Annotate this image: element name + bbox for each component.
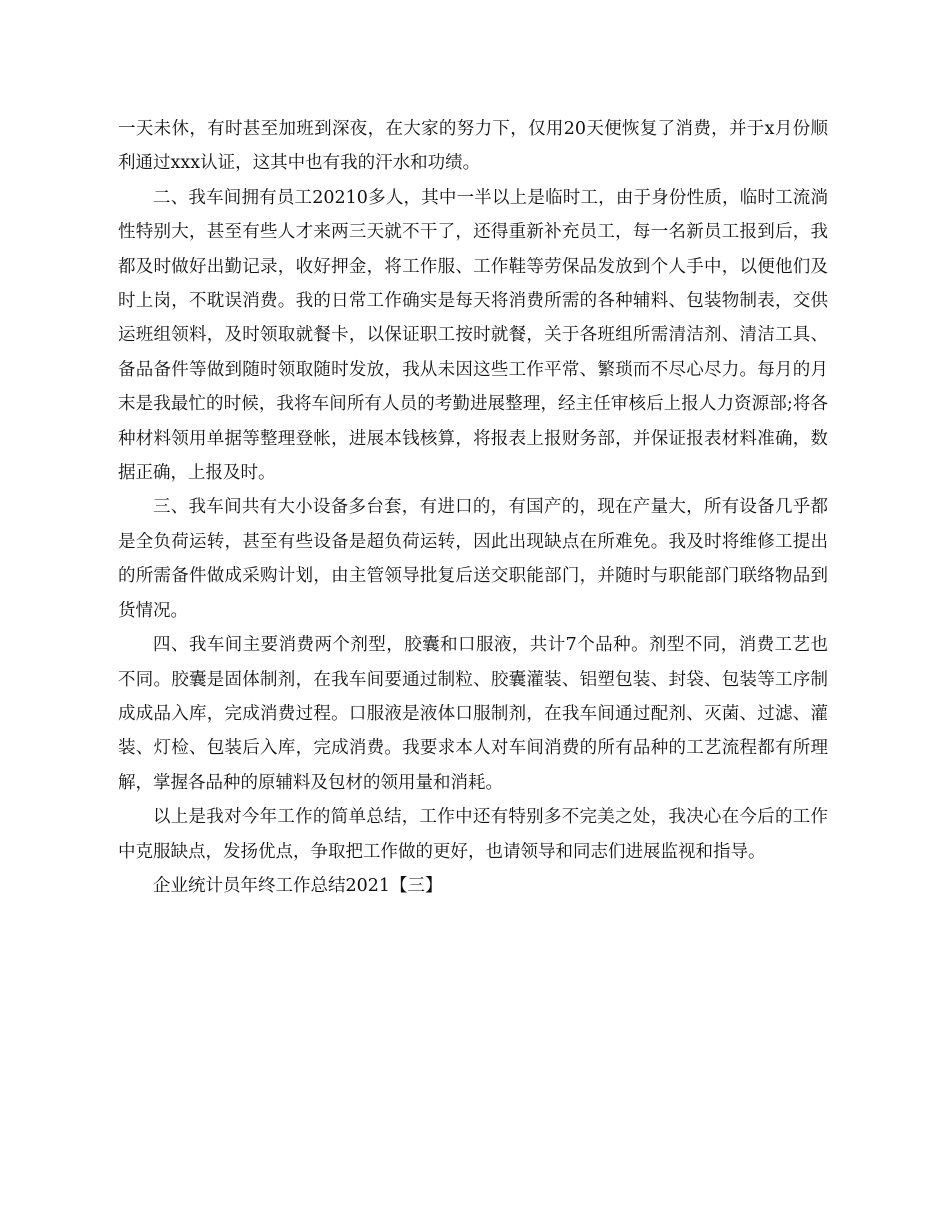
paragraph-products: 四、我车间主要消费两个剂型，胶囊和口服液，共计7个品种。剂型不同，消费工艺也不同。胶囊是固体制剂，在我车间要通过制粒、胶囊灌装、铝塑包装、封袋、包装等工序制成成品入库，完成消费过程。口服液是液体口服制剂，在我车间通过配剂、灭菌、过滤、灌装、灯检、包装后入库，完成消费。我要求本人对车间消费的所有品种的工艺流程都有所理解，掌握各品种的原辅料及包材的领用量和消耗。 — [118, 635, 828, 793]
document-body — [118, 112, 828, 903]
paragraph-staff: 二、我车间拥有员工20210多人，其中一半以上是临时工，由于身份性质，临时工流淌性特别大，甚至有些人才来两三天就不干了，还得重新补充员工，每一名新员工报到后，我都及时做好出勤记录，收好押金，将工作服、工作鞋等劳保品发放到个人手中，以便他们及时上岗，不耽误消费。我的日常工作确实是每天将消费所需的各种辅料、包装物制表，交供运班组领料，及时领取就餐卡，以保证职工按时就餐，关于各班组所需清洁剂、清洁工具、备品备件等做到随时领取随时发放，我从未因这些工作平常、繁琐而不尽心尽力。每月的月末是我最忙的时候，我将车间所有人员的考勤进展整理，经主任审核后上报人力资源部;将各种材料领用单据等整理登帐，进展本钱核算，将报表上报财务部，并保证报表材料准确，数据正确，上报及时。 — [118, 187, 828, 484]
paragraph-conclusion: 以上是我对今年工作的简单总结，工作中还有特别多不完美之处，我决心在今后的工作中克服缺点，发扬优点，争取把工作做的更好，也请领导和同志们进展监视和指导。 — [118, 807, 828, 862]
paragraph-equipment: 三、我车间共有大小设备多台套，有进口的，有国产的，现在产量大，所有设备几乎都是全负荷运转，甚至有些设备是超负荷运转，因此出现缺点在所难免。我及时将维修工提出的所需备件做成采购计划，由主管领导批复后送交职能部门，并随时与职能部门联络物品到货情况。 — [118, 497, 828, 621]
paragraph-continuation: 一天未休，有时甚至加班到深夜，在大家的努力下，仅用20天便恢复了消费，并于x月份顺利通过xxx认证，这其中也有我的汗水和功绩。 — [118, 119, 828, 174]
section-heading: 企业统计员年终工作总结2021【三】 — [153, 875, 443, 896]
